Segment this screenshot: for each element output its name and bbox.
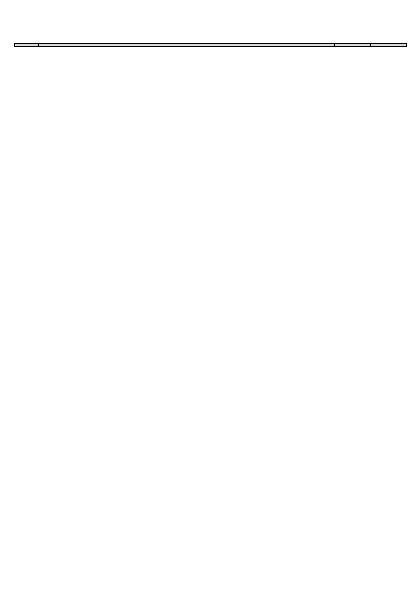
table-header-row: [15, 44, 407, 47]
header-item-no: [15, 44, 39, 47]
header-content: [39, 44, 335, 47]
header-no: [371, 44, 407, 47]
intro-statement: [14, 25, 406, 40]
header-yes: [335, 44, 371, 47]
page-title: [14, 8, 406, 22]
declaration-table: [14, 43, 407, 47]
